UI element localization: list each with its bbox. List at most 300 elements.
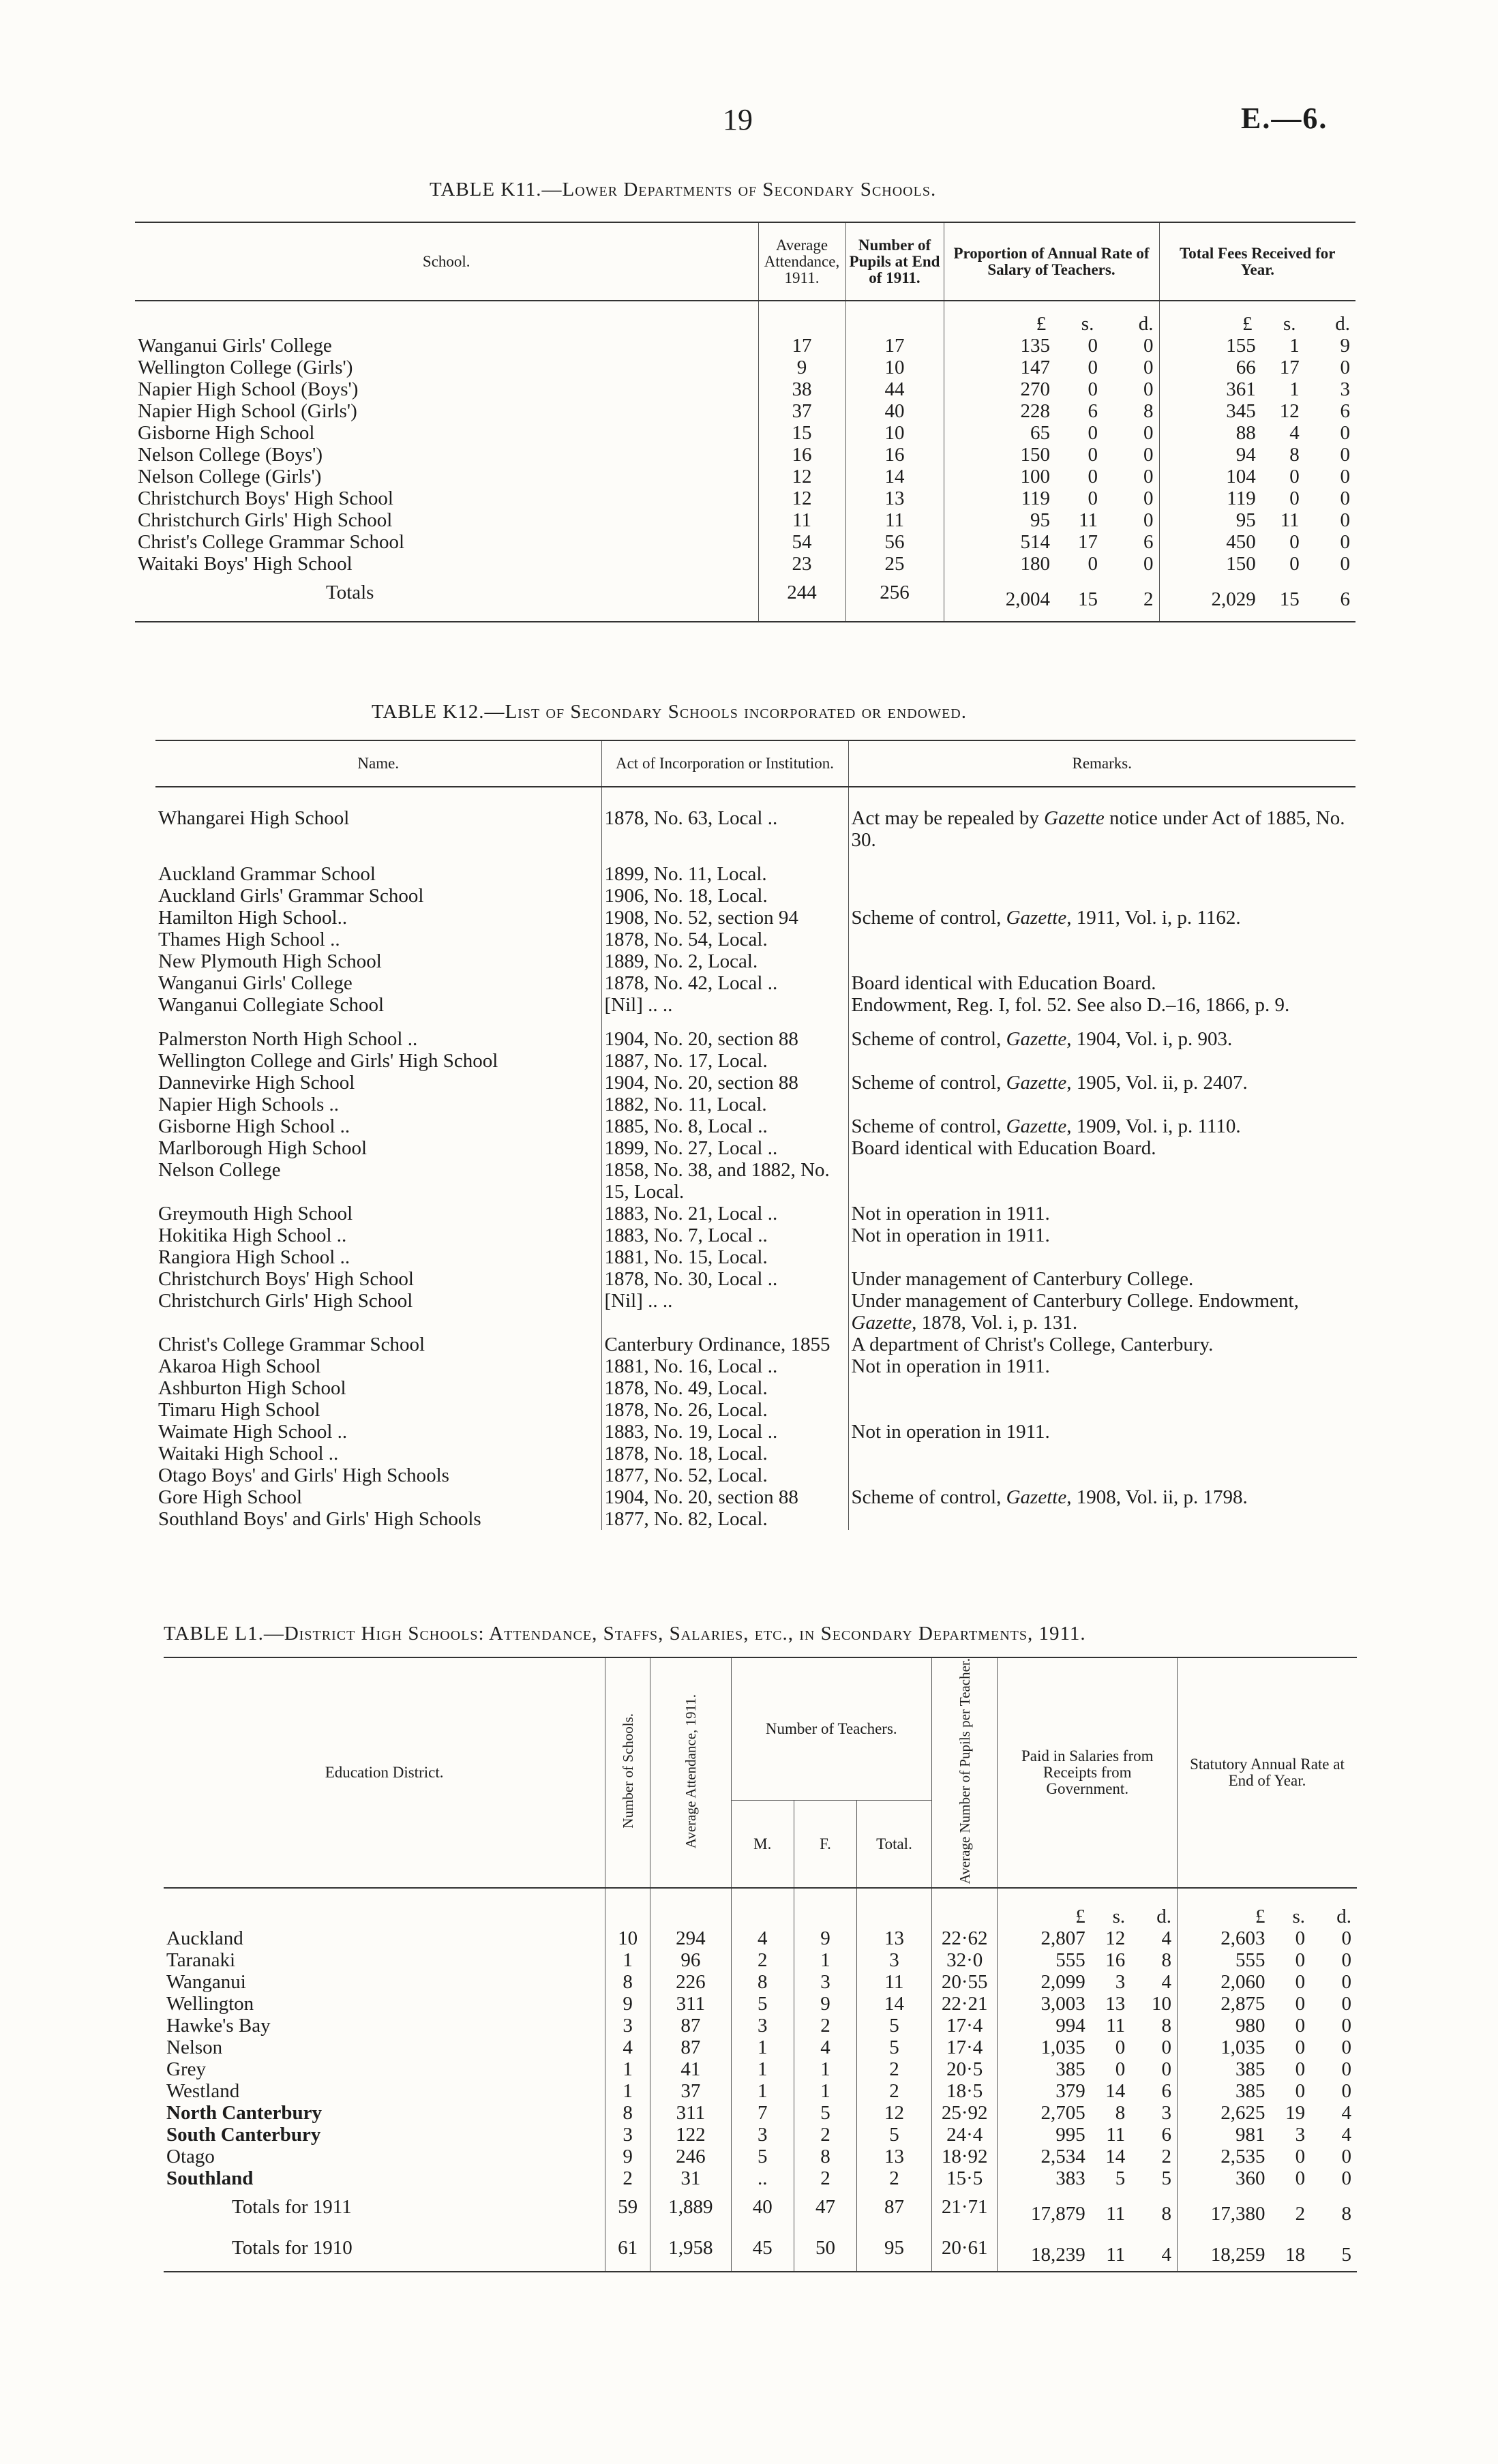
shillings-value: 1 [1289,378,1300,400]
totals-row [164,2189,1357,2230]
shillings-value: 2 [1295,2203,1306,2225]
remark-text: , 1909, Vol. i, p. 1110. [1066,1115,1241,1137]
remark-text: Under management of Canterbury College. [851,1268,1194,1290]
male-teachers-value: .. [731,2167,794,2189]
pounds-value: 1,035 [1040,2037,1085,2059]
table-row [155,1268,1355,1290]
remarks-cell [848,885,1355,907]
table-row [164,2167,1357,2189]
table-row [155,1377,1355,1399]
schools-value: 9 [605,1993,650,2015]
attendance-total: 1,958 [650,2230,732,2272]
shillings-value: 0 [1088,487,1098,509]
table-row [155,907,1355,929]
pence-value: 8 [1161,2203,1171,2225]
remarks-cell [848,907,1355,929]
proportion-cell [944,509,1159,531]
shillings-value: 0 [1295,1993,1306,2015]
pounds-value: 385 [1055,2058,1085,2081]
total-teachers-value: 3 [857,1949,932,1971]
remarks-cell [848,1334,1355,1355]
school-name: Nelson College (Girls') [135,466,758,487]
shilling-unit: s. [1292,1906,1306,1928]
shillings-value: 16 [1105,1949,1126,1972]
statutory-cell [1177,2124,1357,2146]
female-teachers-value: 2 [794,2167,856,2189]
shillings-value: 0 [1289,466,1300,487]
attendance-value: 122 [650,2124,732,2146]
remark-text: Scheme of control, [851,1028,1006,1050]
school-name: Rangiora High School .. [155,1246,601,1268]
pound-unit: £ [1036,313,1047,335]
pence-value: 4 [1341,2102,1351,2124]
pupils-value: 10 [845,422,944,444]
table-row [135,335,1355,357]
pupils-value: 16 [845,444,944,466]
pounds-value: 450 [1226,531,1256,553]
schools-value: 8 [605,2102,650,2124]
remark-gazette: Gazette [1006,1486,1067,1508]
act-value: 1878, No. 42, Local .. [601,972,848,994]
pence-value: 0 [1341,1927,1351,1950]
remarks-cell [848,1072,1355,1094]
salaries-cell [998,2146,1177,2167]
male-teachers-value: 5 [731,2146,794,2167]
school-name: Hamilton High School.. [155,907,601,929]
act-value: 1881, No. 16, Local .. [601,1355,848,1377]
pounds-value: 95 [1235,509,1256,531]
col-salaries-header: Paid in Salaries from Receipts from Government. [998,1657,1177,1888]
table-row [135,400,1355,422]
remarks-cell [848,1225,1355,1246]
table-row [164,1949,1357,1971]
shillings-value: 0 [1115,2037,1126,2059]
district-name: North Canterbury [164,2102,605,2124]
remarks-cell [848,1094,1355,1115]
shilling-unit: s. [1081,313,1094,335]
pounds-value: 361 [1226,378,1256,400]
female-teachers-value: 1 [794,2058,856,2080]
pence-value: 5 [1161,2167,1171,2190]
pounds-value: 180 [1020,553,1050,575]
pence-value: 2 [1161,2146,1171,2168]
avg-pupils-value: 20·55 [931,1971,998,1993]
shillings-value: 0 [1088,553,1098,575]
shillings-value: 0 [1295,2146,1306,2168]
attendance-value: 31 [650,2167,732,2189]
table-row [155,1290,1355,1334]
pounds-value: 2,060 [1220,1971,1265,1994]
pounds-value: 514 [1020,531,1050,553]
schools-value: 9 [605,2146,650,2167]
remark-gazette: Gazette [1006,1072,1067,1094]
remark-text: Scheme of control, [851,1486,1006,1508]
shillings-value: 0 [1295,2015,1306,2037]
act-value: [Nil] .. .. [601,994,848,1016]
salaries-cell [998,2015,1177,2037]
school-name: Dannevirke High School [155,1072,601,1094]
pounds-value: 345 [1226,400,1256,422]
remark-text: Not in operation in 1911. [851,1421,1050,1443]
pounds-value: 18,259 [1210,2244,1265,2266]
salaries-cell [998,1949,1177,1971]
pence-value: 0 [1340,553,1350,575]
remarks-cell [848,1355,1355,1377]
shillings-value: 0 [1289,553,1300,575]
pounds-value: 2,875 [1220,1993,1265,2015]
pounds-value: 555 [1235,1949,1265,1972]
school-name: Southland Boys' and Girls' High Schools [155,1508,601,1530]
salaries-cell [998,2167,1177,2189]
shillings-value: 0 [1295,2167,1306,2190]
district-name: Otago [164,2146,605,2167]
school-name: Waitaki Boys' High School [135,553,758,575]
pounds-value: 135 [1020,335,1050,357]
table-row [155,1028,1355,1050]
pence-value: 0 [1161,2058,1171,2081]
pence-value: 2 [1143,588,1154,610]
act-value: 1878, No. 63, Local .. [601,807,848,851]
remarks-cell [848,1486,1355,1508]
schools-value: 4 [605,2037,650,2058]
table-row [155,1486,1355,1508]
caption-title: Lower Departments of Secondary Schools. [562,179,937,200]
female-teachers-value: 4 [794,2037,856,2058]
pence-value: 0 [1341,2058,1351,2081]
school-name: Gisborne High School .. [155,1115,601,1137]
statutory-cell [1177,2015,1357,2037]
table-row [155,950,1355,972]
attendance-value: 37 [758,400,845,422]
district-name: Nelson [164,2037,605,2058]
male-teachers-total: 45 [731,2230,794,2272]
attendance-value: 11 [758,509,845,531]
pence-value: 0 [1143,422,1154,444]
school-name: Christchurch Girls' High School [155,1290,601,1334]
shillings-value: 12 [1105,1927,1126,1950]
act-value: 1906, No. 18, Local. [601,885,848,907]
total-teachers-value: 2 [857,2167,932,2189]
shillings-value: 11 [1106,2124,1126,2146]
shillings-value: 5 [1115,2167,1126,2190]
pence-value: 0 [1143,335,1154,357]
table-row [155,1115,1355,1137]
school-name: Waimate High School .. [155,1421,601,1443]
school-name: Gore High School [155,1486,601,1508]
remark-text: , 1911, Vol. i, p. 1162. [1066,907,1241,929]
remarks-cell [848,863,1355,885]
pounds-value: 2,004 [1005,588,1050,610]
pence-value: 0 [1341,2037,1351,2059]
act-value: 1883, No. 7, Local .. [601,1225,848,1246]
totals-label: Totals for 1910 [164,2230,605,2272]
table-row [164,1971,1357,1993]
shillings-value: 0 [1115,2058,1126,2081]
pounds-value: 2,535 [1220,2146,1265,2168]
attendance-total: 244 [758,575,845,622]
female-teachers-value: 2 [794,2124,856,2146]
school-name: Marlborough High School [155,1137,601,1159]
remark-text: Scheme of control, [851,1072,1006,1094]
shillings-value: 0 [1289,487,1300,509]
col-attendance-header: Average Attendance, 1911. [758,222,845,301]
remarks-cell [848,1421,1355,1443]
avg-pupils-value: 22·62 [931,1927,998,1949]
col-remarks-header: Remarks. [848,740,1355,787]
remark-gazette: Gazette [1006,1115,1067,1137]
pence-value: 0 [1341,1949,1351,1972]
shillings-value: 0 [1289,531,1300,553]
shillings-value: 17 [1279,357,1300,378]
attendance-value: 38 [758,378,845,400]
shilling-unit: s. [1283,313,1296,335]
statutory-cell [1177,1971,1357,1993]
table-row [164,2080,1357,2102]
pounds-value: 555 [1055,1949,1085,1972]
school-name: Thames High School .. [155,929,601,950]
totals-label: Totals for 1911 [164,2189,605,2230]
school-name: Akaroa High School [155,1355,601,1377]
col-schools-header: Number of Schools. [619,1713,636,1829]
proportion-cell [944,335,1159,357]
shillings-value: 11 [1280,509,1300,531]
district-name: Taranaki [164,1949,605,1971]
act-value: 1904, No. 20, section 88 [601,1486,848,1508]
table-row [155,1443,1355,1464]
shilling-unit: s. [1112,1906,1126,1928]
proportion-cell [944,357,1159,378]
act-value: 1878, No. 49, Local. [601,1377,848,1399]
table-row [164,2015,1357,2037]
table-row [155,1225,1355,1246]
table-row [164,2037,1357,2058]
act-value: 1883, No. 21, Local .. [601,1203,848,1225]
caption-prefix: TABLE L1.— [164,1623,284,1644]
pence-value: 8 [1341,2203,1351,2225]
pupils-value: 40 [845,400,944,422]
table-row [164,2102,1357,2124]
act-value: 1887, No. 17, Local. [601,1050,848,1072]
shillings-value: 8 [1115,2102,1126,2124]
school-name: Wanganui Collegiate School [155,994,601,1016]
statutory-cell [1177,2058,1357,2080]
total-teachers-value: 13 [857,2146,932,2167]
table-row [155,1094,1355,1115]
col-statutory-header: Statutory Annual Rate at End of Year. [1177,1657,1357,1888]
table-row [155,929,1355,950]
table-row [164,1993,1357,2015]
pence-value: 0 [1341,2015,1351,2037]
pence-value: 6 [1161,2124,1171,2146]
schools-value: 3 [605,2124,650,2146]
pounds-value: 150 [1226,553,1256,575]
table-row [155,1050,1355,1072]
school-name: Hokitika High School .. [155,1225,601,1246]
table-row [155,1355,1355,1377]
remarks-cell [848,994,1355,1016]
female-teachers-value: 2 [794,2015,856,2037]
school-name: Timaru High School [155,1399,601,1421]
fees-cell [1159,400,1355,422]
attendance-value: 16 [758,444,845,466]
avg-pupils-value: 22·21 [931,1993,998,2015]
male-teachers-value: 2 [731,1949,794,1971]
school-name: Waitaki High School .. [155,1443,601,1464]
total-teachers-total: 87 [857,2189,932,2230]
pence-value: 3 [1161,2102,1171,2124]
district-name: Hawke's Bay [164,2015,605,2037]
remarks-cell [848,1115,1355,1137]
remark-text: Act may be repealed by [851,807,1045,829]
proportion-cell [944,553,1159,575]
pence-value: 0 [1341,2080,1351,2103]
avg-pupils-total: 20·61 [931,2230,998,2272]
pounds-value: 150 [1020,444,1050,466]
female-teachers-total: 47 [794,2189,856,2230]
act-value: 1908, No. 52, section 94 [601,907,848,929]
attendance-value: 96 [650,1949,732,1971]
remarks-cell [848,1443,1355,1464]
act-value: Canterbury Ordinance, 1855 [601,1334,848,1355]
schools-value: 1 [605,2080,650,2102]
pounds-value: 2,603 [1220,1927,1265,1950]
pence-value: 0 [1340,422,1350,444]
attendance-value: 15 [758,422,845,444]
school-name: Greymouth High School [155,1203,601,1225]
female-teachers-value: 1 [794,1949,856,1971]
avg-pupils-value: 25·92 [931,2102,998,2124]
male-teachers-value: 5 [731,1993,794,2015]
shillings-value: 14 [1105,2080,1126,2103]
proportion-cell [944,466,1159,487]
pounds-value: 379 [1055,2080,1085,2103]
page-number: 19 [723,103,753,136]
pence-value: 9 [1340,335,1350,357]
statutory-cell [1177,2146,1357,2167]
table-row [155,1508,1355,1530]
pence-value: 0 [1143,487,1154,509]
statutory-cell [1177,2167,1357,2189]
caption-prefix: TABLE K11.— [430,179,563,200]
table-row [135,444,1355,466]
pounds-value: 1,035 [1220,2037,1265,2059]
shillings-value: 15 [1078,588,1098,610]
act-value: 1881, No. 15, Local. [601,1246,848,1268]
totals-row [135,575,1355,622]
remarks-cell [848,1028,1355,1050]
pence-value: 0 [1341,1993,1351,2015]
pounds-value: 104 [1226,466,1256,487]
pence-value: 0 [1143,553,1154,575]
act-value: 1877, No. 82, Local. [601,1508,848,1530]
pounds-value: 360 [1235,2167,1265,2190]
pounds-value: 66 [1235,357,1256,378]
remarks-cell [848,1377,1355,1399]
remark-text: Not in operation in 1911. [851,1225,1050,1246]
remark-text: notice under Act of 1885, No. 30. [851,807,1345,851]
school-name: Ashburton High School [155,1377,601,1399]
table-k11-caption [430,179,936,201]
school-name: Christchurch Boys' High School [155,1268,601,1290]
pound-unit: £ [1255,1906,1265,1928]
table-row [135,357,1355,378]
remarks-cell [848,1203,1355,1225]
salaries-cell [998,2037,1177,2058]
remark-text: , 1904, Vol. i, p. 903. [1066,1028,1233,1050]
remarks-cell [848,972,1355,994]
pounds-value: 980 [1235,2015,1265,2037]
male-teachers-value: 1 [731,2080,794,2102]
remark-text: Scheme of control, [851,1115,1006,1137]
remark-text: , 1908, Vol. ii, p. 1798. [1066,1486,1248,1508]
pence-value: 0 [1340,509,1350,531]
pounds-value: 3,003 [1040,1993,1085,2015]
act-value: 1885, No. 8, Local .. [601,1115,848,1137]
attendance-total: 1,889 [650,2189,732,2230]
table-row [155,1137,1355,1159]
pounds-value: 2,029 [1211,588,1256,610]
table-k11 [135,222,1355,622]
female-teachers-value: 3 [794,1971,856,1993]
total-teachers-value: 14 [857,1993,932,2015]
shillings-value: 11 [1106,2015,1126,2037]
fees-cell [1159,422,1355,444]
salaries-cell [998,1971,1177,1993]
attendance-value: 311 [650,1993,732,2015]
table-row [155,807,1355,851]
male-teachers-value: 1 [731,2037,794,2058]
pence-value: 0 [1340,444,1350,466]
male-teachers-value: 7 [731,2102,794,2124]
proportion-cell [944,400,1159,422]
pence-value: 6 [1161,2080,1171,2103]
pence-value: 4 [1341,2124,1351,2146]
shillings-value: 0 [1295,2037,1306,2059]
pence-value: 10 [1151,1993,1171,2015]
pounds-value: 155 [1226,335,1256,357]
pounds-value: 2,807 [1040,1927,1085,1950]
shillings-value: 3 [1115,1971,1126,1994]
male-teachers-value: 8 [731,1971,794,1993]
table-row [164,2124,1357,2146]
col-teachers-header: Number of Teachers. [731,1657,931,1801]
avg-pupils-value: 20·5 [931,2058,998,2080]
remarks-cell [848,1246,1355,1268]
school-name: Otago Boys' and Girls' High Schools [155,1464,601,1486]
pence-value: 4 [1161,1927,1171,1950]
caption-title: List of Secondary Schools incorporated or endowed. [505,701,967,723]
fees-cell [1159,357,1355,378]
table-row [155,1072,1355,1094]
fees-cell [1159,553,1355,575]
act-value: 1904, No. 20, section 88 [601,1028,848,1050]
table-k12-caption [372,701,967,723]
col-avg-pupils-header: Average Number of Pupils per Teacher. [956,1658,973,1884]
pence-value: 4 [1161,2244,1171,2266]
district-name: Wellington [164,1993,605,2015]
proportion-cell [944,422,1159,444]
col-m-header: M. [731,1801,794,1888]
pounds-value: 147 [1020,357,1050,378]
shillings-value: 18 [1285,2244,1306,2266]
pupils-value: 44 [845,378,944,400]
pounds-value: 2,099 [1040,1971,1085,1994]
pounds-value: 228 [1020,400,1050,422]
attendance-value: 37 [650,2080,732,2102]
shillings-value: 19 [1285,2102,1306,2124]
pupils-value: 10 [845,357,944,378]
pence-unit: d. [1156,1906,1171,1928]
